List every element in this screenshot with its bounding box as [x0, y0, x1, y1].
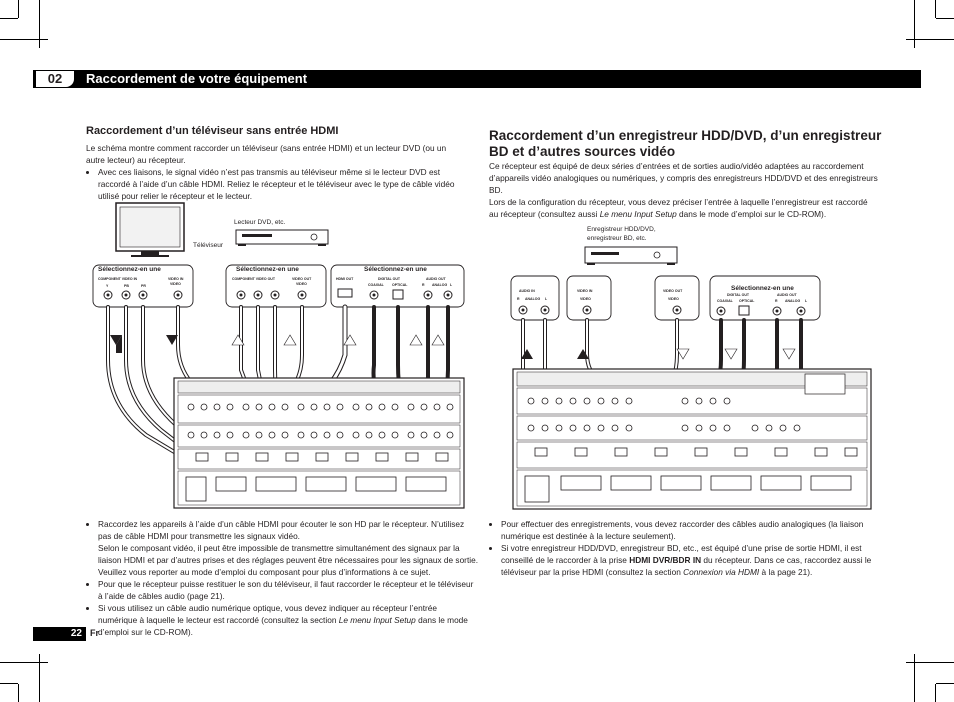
crop-mark — [39, 654, 40, 702]
select-one-label: Sélectionnez-en une — [236, 266, 299, 273]
select-one-label: Sélectionnez-en une — [364, 266, 427, 273]
language-code: Fr — [90, 628, 99, 638]
right-bullet-2e: à la page 21). — [759, 567, 813, 577]
jack-label: VIDEO IN — [168, 277, 184, 281]
left-after-3c: dans le mode d’emploi sur le CD-ROM). — [98, 615, 468, 637]
jack-label: COAXIAL — [717, 299, 733, 303]
right-bullet-2 — [501, 542, 881, 578]
crop-mark — [936, 18, 954, 19]
left-after-bullet-1 — [98, 518, 478, 578]
tv-jack-panel — [93, 265, 193, 307]
right-p2 — [489, 196, 879, 220]
jack-label: R — [422, 283, 425, 287]
jack-label: COAXIAL — [368, 283, 384, 287]
signal-arrows — [521, 349, 795, 359]
jack-label: AUDIO IN — [519, 289, 535, 293]
chapter-number: 02 — [36, 71, 74, 87]
jack-label: OPTICAL — [739, 299, 755, 303]
jack-label: L — [805, 299, 808, 303]
jack-label: ANALOG — [432, 283, 448, 287]
left-after-1a: Raccordez les appareils à l’aide d’un câble HDMI pour écouter le son HD par le récepteur. N’utilisez pas de câble HDMI pour transmettre les signaux vidéo. — [98, 519, 465, 541]
jack-label: VIDEO IN — [577, 289, 593, 293]
page-number: 22 — [70, 628, 82, 639]
crop-mark — [0, 39, 48, 40]
page-number-box — [33, 627, 86, 641]
crop-mark — [18, 684, 19, 702]
crop-mark — [914, 654, 915, 702]
jack-label: VIDEO — [580, 297, 591, 301]
receiver-rear-panel — [174, 378, 464, 508]
jack-label: R — [775, 299, 778, 303]
recorder-audio-in-panel — [511, 276, 559, 320]
right-bullet-2d: Connexion via HDMI — [683, 567, 760, 577]
jack-label: AUDIO OUT — [777, 293, 797, 297]
dvd-label: Lecteur DVD, etc. — [234, 219, 286, 226]
receiver-rear-panel — [513, 369, 871, 509]
left-after-bullet-2: • Pour que le récepteur puisse restituer le son du téléviseur, il faut raccorder le récepteur et le téléviseur à l’aide de câbles audio (page 21). — [98, 578, 478, 602]
dvd-audio-jack-panel — [331, 265, 464, 307]
right-p1: Ce récepteur est équipé de deux séries d’entrées et de sorties audio/vidéo adaptées au raccordement d’appareils vidéo analogiques ou numériques, y compris des enregistreurs HDD/DVD et des enregistreurs BD. — [489, 161, 878, 195]
jack-label: PB — [124, 284, 129, 288]
jack-label: OPTICAL — [392, 283, 408, 287]
recorder-connection-diagram — [505, 224, 875, 514]
recorder-icon — [585, 247, 677, 265]
crop-mark — [936, 683, 954, 684]
jack-label: L — [450, 283, 453, 287]
dvd-video-jack-panel — [226, 265, 326, 307]
crop-mark — [935, 684, 936, 702]
jack-label: VIDEO — [170, 282, 181, 286]
left-after-3a: Si vous utilisez un câble audio numérique optique, vous devez indiquer au récepteur l’entrée numérique à laquelle le lecteur est raccordé (consultez la section — [98, 603, 438, 625]
left-intro: Le schéma montre comment raccorder un téléviseur (sans entrée HDMI) et un lecteur DVD (ou un autre lecteur) au récepteur. — [86, 143, 447, 165]
jack-label: DIGITAL OUT — [727, 293, 750, 297]
tv-dvd-connection-diagram — [86, 195, 466, 515]
crop-mark — [0, 683, 18, 684]
tv-label: Téléviseur — [193, 242, 223, 249]
recorder-audio-out-panel — [710, 276, 820, 320]
recorder-label-2: enregistreur BD, etc. — [587, 235, 647, 242]
jack-label: R — [517, 297, 520, 301]
right-section-heading: Raccordement d’un enregistreur HDD/DVD, d’un enregistreur BD et d’autres sources vidéo — [489, 128, 882, 159]
chapter-title: Raccordement de votre équipement — [86, 71, 308, 86]
right-bullet-2b: HDMI DVR/BDR IN — [629, 555, 702, 565]
recorder-video-in-panel — [567, 276, 611, 320]
right-after-text — [489, 518, 881, 578]
tv-icon — [116, 203, 184, 257]
jack-label: ANALOG — [525, 297, 541, 301]
jack-label: AUDIO OUT — [426, 277, 446, 281]
jack-label: VIDEO — [296, 282, 307, 286]
jack-label: VIDEO OUT — [292, 277, 312, 281]
jack-label: HDMI OUT — [336, 277, 354, 281]
right-p2c: dans le mode d’emploi sur le CD-ROM). — [676, 209, 827, 219]
right-intro-text — [489, 160, 879, 220]
right-bullet-2a: Si votre enregistreur HDD/DVD, enregistreur BD, etc., est équipé d’une prise de sortie HDMI, il est conseillé de le raccorder à la prise — [501, 543, 862, 565]
left-section-heading: Raccordement d’un téléviseur sans entrée HDMI — [86, 125, 339, 137]
select-one-label: Sélectionnez-en une — [731, 285, 794, 292]
jack-label: PR — [141, 284, 146, 288]
left-after-text — [86, 518, 478, 638]
select-one-label: Sélectionnez-en une — [98, 266, 161, 273]
jack-label: COMPONENT VIDEO OUT — [232, 277, 275, 281]
jack-label: VIDEO OUT — [663, 289, 683, 293]
jack-label: DIGITAL OUT — [378, 277, 401, 281]
right-bullet-1: • Pour effectuer des enregistrements, vous devez raccorder des câbles audio analogiques (la liaison numérique est destinée à la lecture seulement). — [501, 518, 881, 542]
recorder-video-out-panel — [655, 276, 699, 320]
crop-mark — [935, 0, 936, 18]
right-bullet-2c: du récepteur. Dans ce cas, raccordez aussi le téléviseur par la prise HDMI (consultez la section — [501, 555, 872, 577]
left-after-3b: Le menu Input Setup — [338, 615, 416, 625]
crop-mark — [0, 662, 48, 663]
jack-label: Y — [106, 284, 109, 288]
recorder-label-1: Enregistreur HDD/DVD, — [587, 226, 656, 233]
crop-mark — [39, 0, 40, 48]
left-intro-text — [86, 142, 466, 202]
crop-mark — [0, 18, 18, 19]
right-p2b: Le menu Input Setup — [599, 209, 677, 219]
left-bullet-1: • Avec ces liaisons, le signal vidéo n’est pas transmis au téléviseur même si le lecteur DVD est raccordé à l’aide d’un câble HDMI. Reliez le récepteur et le téléviseur avec le type de câble vidéo utilisé pour relier le récepteur et le lecteur. — [98, 166, 466, 202]
jack-label: COMPONENT VIDEO IN — [98, 277, 138, 281]
jack-label: VIDEO — [668, 297, 679, 301]
dvd-player-icon — [236, 230, 328, 246]
jack-label: ANALOG — [785, 299, 801, 303]
left-after-1b: Selon le composant vidéo, il peut être impossible de transmettre simultanément des signaux par la liaison HDMI et par d’autres prises et des réglages peuvent être nécessaires pour les signaux de sortie. Veuillez vous reporter au mode d’emploi du composant pour plus d’informations à ce sujet. — [98, 543, 479, 577]
left-after-bullet-3 — [98, 602, 478, 638]
right-p2a: Lors de la configuration du récepteur, vous devez préciser l’entrée à laquelle l’enregistreur est raccordé au récepteur (consultez aussi — [489, 197, 868, 219]
jack-label: L — [545, 297, 548, 301]
crop-mark — [914, 0, 915, 48]
crop-mark — [18, 0, 19, 18]
